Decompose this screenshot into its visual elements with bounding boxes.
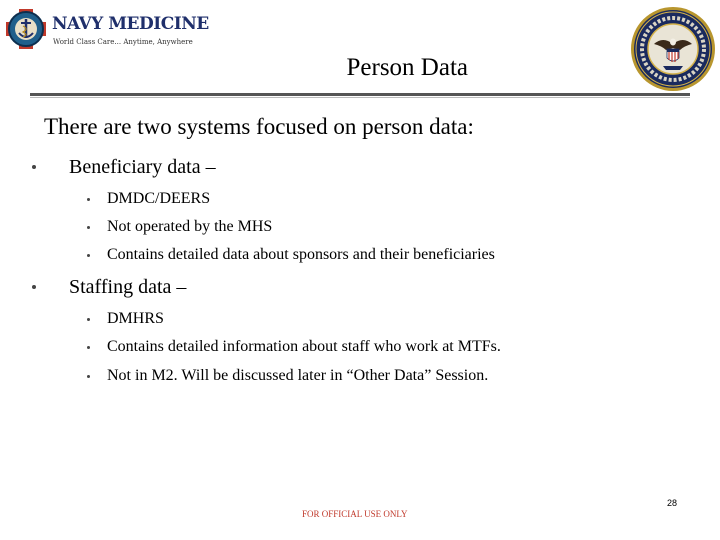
bullet-dot-icon (87, 198, 90, 201)
list-item-text: Not in M2. Will be discussed later in “Other Data” Session. (107, 367, 489, 384)
section-heading-text: Beneficiary data – (69, 156, 216, 178)
bullet-dot-icon (87, 346, 90, 349)
logo-title: NAVY MEDICINE (52, 14, 209, 34)
classification-footer: FOR OFFICIAL USE ONLY (302, 509, 408, 519)
intro-text: There are two systems focused on person data: (44, 114, 474, 139)
list-item-text: Contains detailed data about sponsors and their beneficiaries (107, 246, 495, 263)
logo-tagline: World Class Care... Anytime, Anywhere (53, 38, 193, 46)
bullet-dot-icon (87, 254, 90, 257)
dept-of-navy-seal-icon (630, 6, 716, 92)
slide-title: Person Data (346, 54, 468, 81)
list-item-text: DMHRS (107, 310, 164, 327)
title-divider-shadow (30, 97, 690, 98)
section-heading-text: Staffing data – (69, 276, 187, 298)
navy-medicine-logo (4, 4, 209, 60)
bullet-dot-icon (32, 165, 36, 169)
bullet-dot-icon (32, 285, 36, 289)
page-number: 28 (667, 498, 678, 508)
bullet-dot-icon (87, 375, 90, 378)
list-item-text: Contains detailed information about staff who work at MTFs. (107, 338, 501, 355)
title-divider (30, 93, 690, 96)
bullet-dot-icon (87, 318, 90, 321)
list-item-text: DMDC/DEERS (107, 190, 211, 207)
bullet-dot-icon (87, 226, 90, 229)
list-item-text: Not operated by the MHS (107, 218, 273, 235)
navy-medicine-emblem-icon (4, 4, 52, 56)
